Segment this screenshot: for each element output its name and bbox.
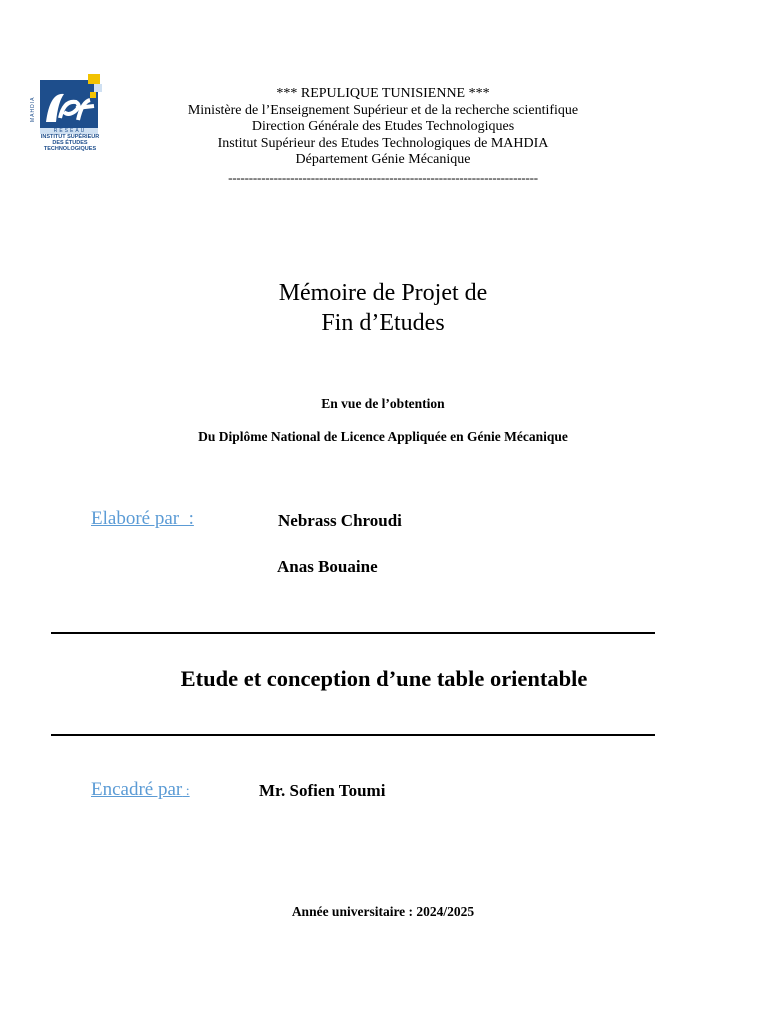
supervisor-label-text: Encadré par [91, 779, 183, 800]
supervisor-label-colon: : [182, 784, 190, 799]
document-title [150, 278, 616, 338]
obtention-text: En vue de l’obtention [321, 396, 445, 411]
logo-light-square [94, 84, 102, 92]
author-name: Anas Bouaine [277, 557, 378, 576]
top-rule [51, 632, 655, 634]
logo-reseau-text: RESEAU [53, 128, 87, 134]
logo-yellow-small [90, 92, 96, 98]
institute-line: Institut Supérieur des Etudes Technologiques de MAHDIA [217, 135, 549, 151]
academic-year: Année universitaire : 2024/2025 [291, 904, 475, 919]
logo-vertical-text: MAHDIA [30, 96, 36, 122]
author-name: Nebrass Chroudi [278, 511, 402, 530]
direction-line: Direction Générale des Etudes Technologiques [251, 119, 515, 135]
logo-yellow-square [88, 74, 100, 84]
title-line-2: Fin d’Etudes [321, 310, 445, 336]
logo-line: TECHNOLOGIQUES [43, 146, 97, 152]
logo-institute-text [30, 134, 110, 152]
supervisor-name: Mr. Sofien Toumi [259, 781, 386, 800]
diploma-text: Du Diplôme National de Licence Appliquée en Génie Mécanique [198, 429, 568, 444]
department-line: Département Génie Mécanique [295, 152, 471, 168]
ministry-line: Ministère de l’Enseignement Supérieur et de la recherche scientifique [187, 102, 579, 118]
institution-header [120, 86, 646, 187]
project-title: Etude et conception d’une table orientable [180, 666, 588, 691]
header-separator: --------------------------------------------------------------------------- [228, 169, 538, 185]
republic-line: *** REPULIQUE TUNISIENNE *** [276, 86, 490, 101]
supervisor-label [91, 779, 190, 801]
logo-line: DES ÉTUDES [52, 140, 88, 146]
bottom-rule [51, 734, 655, 736]
logo-line: INSTITUT SUPÉRIEUR [40, 134, 100, 140]
title-line-1: Mémoire de Projet de [278, 280, 488, 306]
authors-label: Elaboré par : [91, 508, 194, 529]
